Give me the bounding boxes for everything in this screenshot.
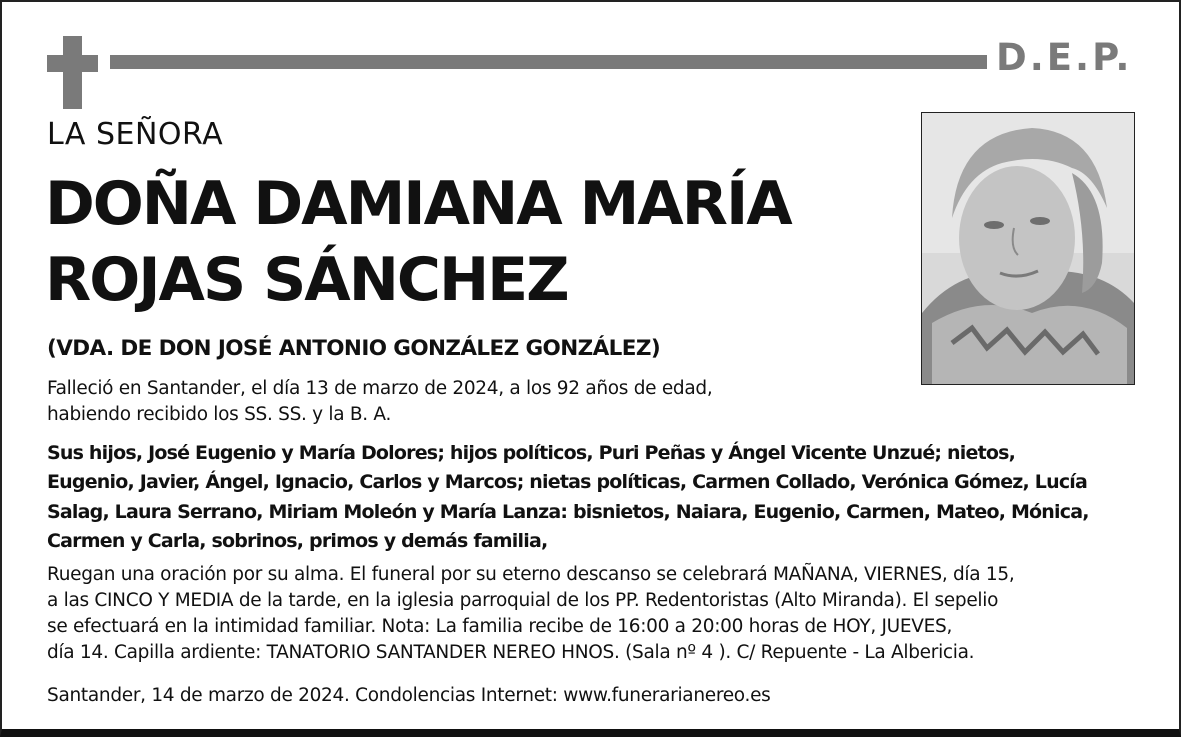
portrait-photo: [921, 112, 1135, 385]
funeral-details: [47, 562, 1014, 666]
family-line: Carmen y Carla, sobrinos, primos y demás familia,: [47, 529, 548, 552]
cross-icon-arm: [47, 55, 98, 72]
family-line: Sus hijos, José Eugenio y María Dolores; hijos políticos, Puri Peñas y Ángel Vicente Unzué; nietos,: [47, 442, 1016, 464]
death-notice-line: Falleció en Santander, el día 13 de marzo de 2024, a los 92 años de edad,: [47, 378, 713, 399]
funeral-line: se efectuará en la intimidad familiar. Nota: La familia recibe de 16:00 a 20:00 horas de HOY, JUEVES,: [47, 616, 953, 637]
family-list: [47, 439, 1089, 556]
deceased-name-line: ROJAS SÁNCHEZ: [45, 245, 568, 315]
widow-of: (VDA. DE DON JOSÉ ANTONIO GONZÁLEZ GONZÁLEZ): [47, 336, 661, 361]
family-line: Salag, Laura Serrano, Miriam Moleón y María Lanza: bisnietos, Naiara, Eugenio, Carmen, Mateo, Mónica,: [47, 500, 1089, 523]
funeral-line: día 14. Capilla ardiente: TANATORIO SANTANDER NEREO HNOS. (Sala nº 4 ). C/ Repuente - La Albericia.: [47, 642, 975, 663]
death-notice-line: habiendo recibido los SS. SS. y la B. A.: [47, 404, 392, 425]
footer-line: Santander, 14 de marzo de 2024. Condolencias Internet: www.funerarianereo.es: [47, 685, 771, 706]
funeral-line: a las CINCO Y MEDIA de la tarde, en la iglesia parroquial de los PP. Redentoristas (Alto Miranda). El sepelio: [47, 590, 999, 611]
cross-icon: [63, 36, 82, 109]
family-line: Eugenio, Javier, Ángel, Ignacio, Carlos y Marcos; nietas políticas, Carmen Collado, Verónica Gómez, Lucía: [47, 471, 1088, 494]
dep-label: D.E.P.: [996, 36, 1133, 79]
deceased-name: [45, 166, 791, 318]
deceased-name-line: DOÑA DAMIANA MARÍA: [45, 169, 791, 239]
funeral-line: Ruegan una oración por su alma. El funeral por su eterno descanso se celebrará MAÑANA, VIERNES, día 15,: [47, 564, 1015, 585]
title-prefix: LA SEÑORA: [47, 117, 224, 152]
header-rule: [110, 55, 987, 69]
death-notice: [47, 376, 712, 428]
